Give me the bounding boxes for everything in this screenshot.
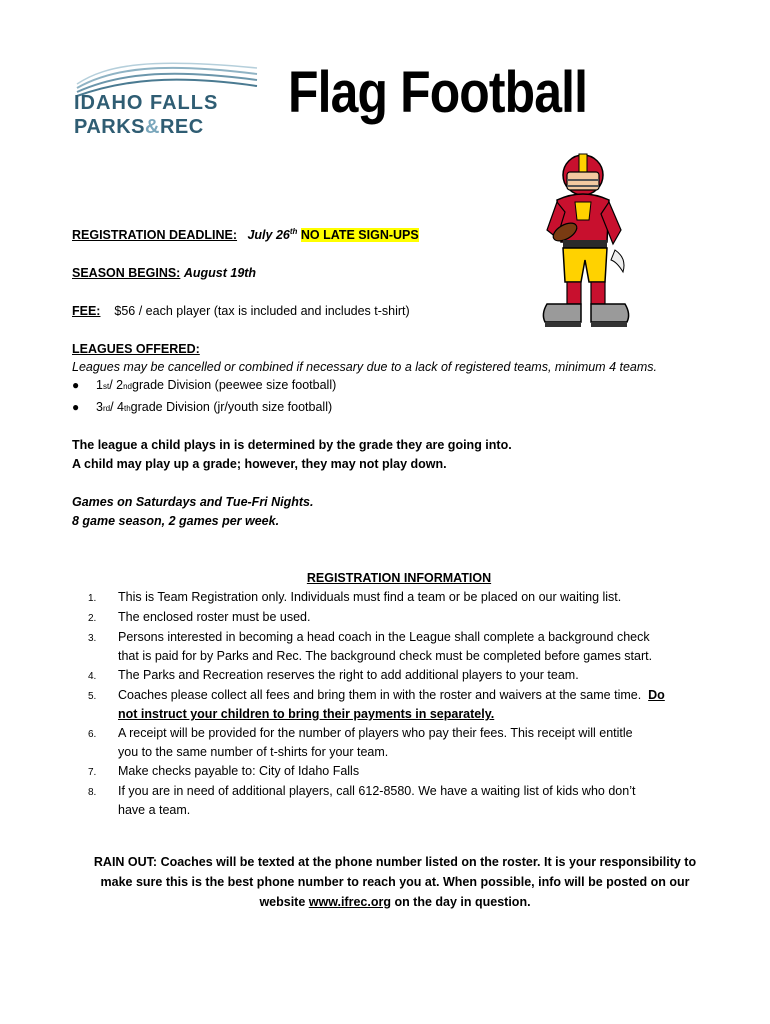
item-number: 5. bbox=[88, 691, 97, 702]
bullet-icon: ● bbox=[72, 400, 80, 414]
league-division-text: grade Division (jr/youth size football) bbox=[130, 400, 333, 414]
season-begins bbox=[72, 264, 256, 283]
item-text: The Parks and Recreation reserves the right to add additional players to your team. bbox=[118, 668, 579, 682]
rain-out-line-2: make sure this is the best phone number to reach you at. When possible, info will be posted on our bbox=[100, 875, 690, 889]
league-division-text: grade Division (peewee size football) bbox=[132, 378, 337, 392]
list-item bbox=[88, 608, 728, 628]
item-text: that is paid for by Parks and Rec. The background check must be completed before games start. bbox=[118, 649, 653, 663]
deadline-date-sup: th bbox=[289, 226, 298, 236]
fee bbox=[72, 302, 410, 321]
list-item bbox=[88, 762, 728, 782]
list-item bbox=[88, 782, 728, 820]
list-item: ● 3 rd / 4 th grade Division (jr/youth size football) bbox=[72, 398, 336, 420]
website-link[interactable]: www.ifrec.org bbox=[308, 895, 391, 909]
fee-label: FEE: bbox=[72, 304, 101, 318]
item-number: 2. bbox=[88, 613, 97, 624]
football-player-icon bbox=[535, 150, 635, 340]
item-text: have a team. bbox=[118, 803, 191, 817]
leagues-list bbox=[72, 376, 336, 420]
leagues-heading: LEAGUES OFFERED: bbox=[72, 342, 200, 356]
games-line-1: Games on Saturdays and Tue-Fri Nights. bbox=[72, 495, 314, 509]
rain-out-line-3 bbox=[60, 892, 730, 912]
item-emphasis: Do bbox=[648, 688, 665, 702]
rain-out-line-1: RAIN OUT: Coaches will be texted at the phone number listed on the roster. It is your responsibility to bbox=[93, 855, 697, 869]
item-number: 3. bbox=[88, 633, 97, 644]
item-number: 4. bbox=[88, 671, 97, 682]
logo-line-2 bbox=[74, 116, 204, 139]
logo-ampersand: & bbox=[145, 116, 160, 138]
league-grade-b: / 4 bbox=[110, 400, 124, 414]
league-grade-a: 1 bbox=[96, 378, 103, 392]
no-late-signups-badge: NO LATE SIGN-UPS bbox=[300, 228, 419, 242]
list-item bbox=[88, 588, 728, 608]
registration-list bbox=[88, 588, 728, 820]
item-text: If you are in need of additional players, call 612-8580. We have a waiting list of kids who don’t bbox=[118, 784, 636, 798]
registration-deadline bbox=[72, 226, 419, 245]
item-text: Make checks payable to: City of Idaho Falls bbox=[118, 764, 360, 778]
item-text: you to the same number of t-shirts for your team. bbox=[118, 745, 389, 759]
league-grade-b: / 2 bbox=[109, 378, 124, 392]
grade-rule-line-2: A child may play up a grade; however, they may not play down. bbox=[72, 457, 447, 471]
item-emphasis: not instruct your children to bring their payments in separately. bbox=[118, 707, 495, 721]
logo-rec: REC bbox=[159, 116, 204, 138]
list-item bbox=[88, 686, 728, 724]
item-number: 1. bbox=[88, 593, 97, 604]
leagues-note: Leagues may be cancelled or combined if necessary due to a lack of registered teams, minimum 4 teams. bbox=[72, 360, 658, 374]
list-item bbox=[88, 724, 728, 762]
rain-out-text: website bbox=[259, 895, 309, 909]
registration-heading: REGISTRATION INFORMATION bbox=[306, 571, 492, 585]
page-title: Flag Football bbox=[288, 60, 588, 125]
league-grade-a: 3 bbox=[96, 400, 103, 414]
rain-out-notice bbox=[60, 852, 730, 912]
list-item bbox=[88, 628, 728, 666]
fee-text: $56 / each player (tax is included and includes t-shirt) bbox=[114, 304, 410, 318]
list-item bbox=[88, 666, 728, 686]
deadline-label: REGISTRATION DEADLINE: bbox=[72, 228, 238, 242]
deadline-date-text: July 26 bbox=[247, 228, 290, 242]
season-label: SEASON BEGINS: bbox=[72, 266, 181, 280]
deadline-date bbox=[247, 228, 297, 242]
games-line-2: 8 game season, 2 games per week. bbox=[72, 514, 280, 528]
item-number: 8. bbox=[88, 787, 97, 798]
logo-line-1: IDAHO FALLS bbox=[74, 92, 219, 114]
season-date: August 19th bbox=[183, 266, 257, 280]
item-number: 7. bbox=[88, 767, 97, 778]
item-text: Coaches please collect all fees and bring them in with the roster and waivers at the same time. bbox=[118, 688, 642, 702]
list-item: ● 1 st / 2 nd grade Division (peewee size football) bbox=[72, 376, 336, 398]
item-text: This is Team Registration only. Individuals must find a team or be placed on our waiting list. bbox=[118, 590, 622, 604]
item-text: Persons interested in becoming a head coach in the League shall complete a background check bbox=[118, 630, 650, 644]
item-number: 6. bbox=[88, 729, 97, 740]
logo-parks: PARKS bbox=[74, 116, 146, 138]
grade-rule-line-1: The league a child plays in is determined by the grade they are going into. bbox=[72, 438, 512, 452]
idaho-falls-parks-rec-logo bbox=[72, 60, 262, 150]
item-text: The enclosed roster must be used. bbox=[118, 610, 311, 624]
bullet-icon: ● bbox=[72, 378, 80, 392]
rain-out-text: on the day in question. bbox=[390, 895, 531, 909]
item-text: A receipt will be provided for the number of players who pay their fees. This receipt will entitle bbox=[118, 726, 633, 740]
